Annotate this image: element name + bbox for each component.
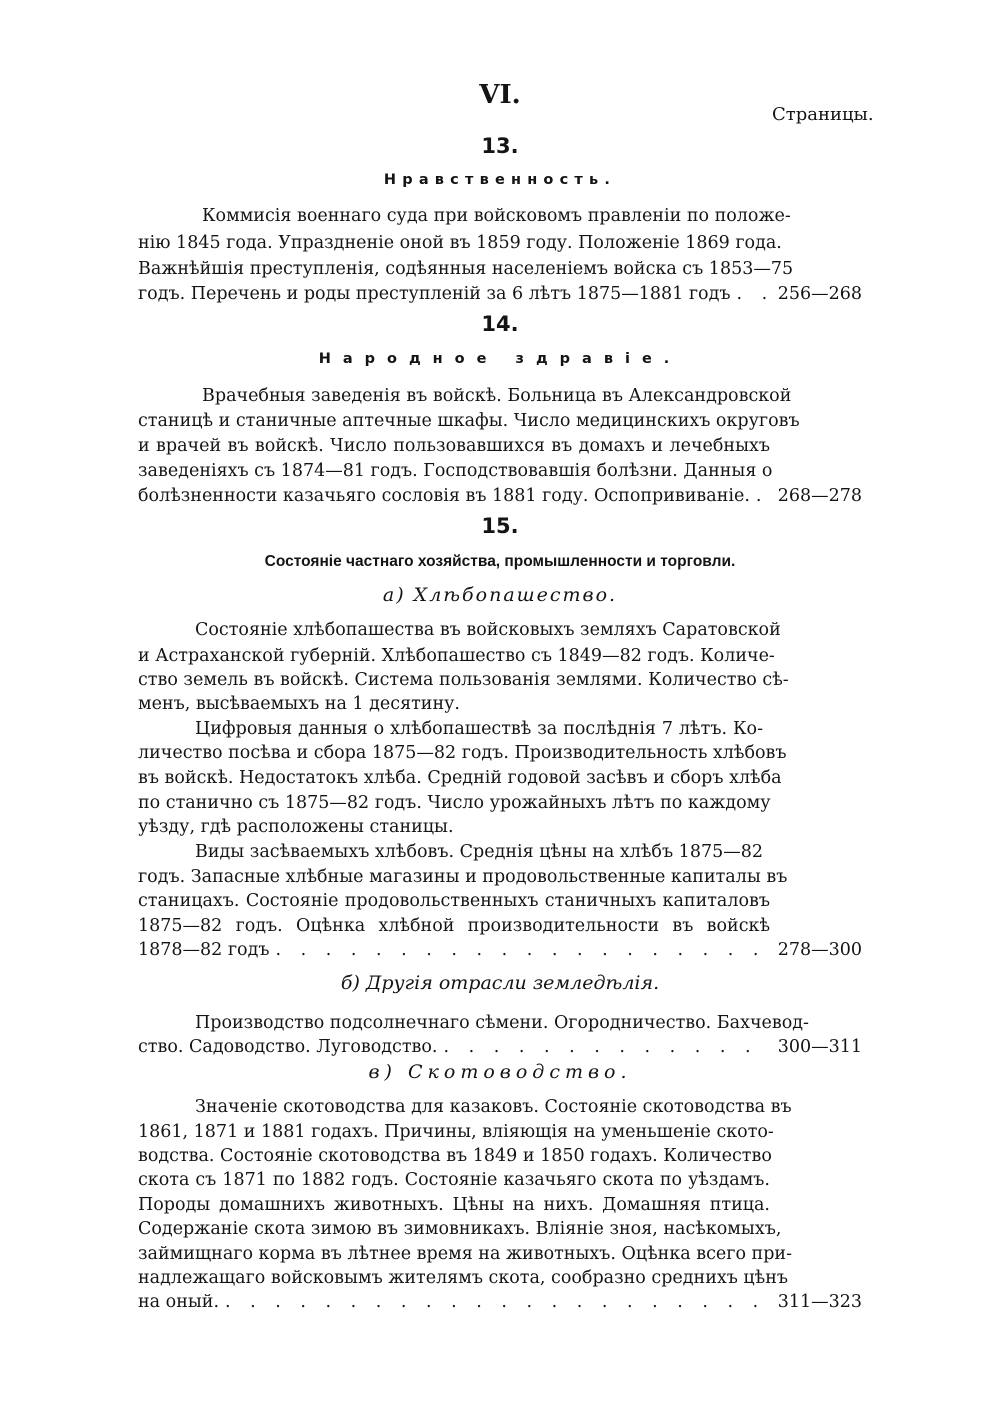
s15a-line-8: по станично съ 1875—82 годъ. Число урожайныхъ лѣтъ по каждому	[138, 793, 771, 813]
s15v-line-8: надлежащаго войсковымъ жителямъ скота, сообразно среднихъ цѣнъ	[138, 1268, 789, 1288]
column-header-pages: Страницы.	[772, 104, 874, 125]
s15v-line-4: скота съ 1871 по 1882 годъ. Состояніе казачьяго скота по уѣздамъ.	[138, 1170, 770, 1190]
s15a-line-9: уѣзду, гдѣ расположены станицы.	[138, 817, 454, 837]
s15a-line-10: Виды засѣваемыхъ хлѣбовъ. Среднія цѣны на хлѣбъ 1875—82	[195, 842, 763, 862]
dot-leader	[438, 1034, 767, 1060]
section-14-title: Народное здравіе.	[318, 351, 682, 367]
s15b-line-2: ство. Садоводство. Луговодство.	[138, 1037, 438, 1057]
s15b-entry-last-line	[138, 1034, 862, 1060]
s13-line-2: нію 1845 года. Упраздненіе оной въ 1859 году. Положеніе 1869 года.	[138, 233, 782, 253]
subsection-a-title: а) Хлѣбопашество.	[382, 584, 618, 606]
s15v-line-6: Содержаніе скота зимою въ зимовникахъ. Вліяніе зноя, насѣкомыхъ,	[138, 1219, 782, 1239]
section-15-title: Состояніе частнаго хозяйства, промышленности и торговли.	[264, 553, 736, 570]
s15a-line-1: Состояніе хлѣбопашества въ войсковыхъ земляхъ Саратовской	[195, 620, 781, 640]
s14-line-5: болѣзненности казачьяго сословія въ 1881 году. Оспопрививаніе.	[138, 486, 750, 506]
s15a-line-11: годъ. Запасные хлѣбные магазины и продовольственные капиталы въ	[138, 867, 788, 887]
s15a-line-4: менъ, высѣваемыхъ на 1 десятину.	[138, 694, 460, 714]
s14-line-1: Врачебныя заведенія въ войскѣ. Больница въ Александровской	[202, 386, 792, 406]
section-13-title: Нравственность.	[383, 172, 617, 188]
s15a-line-7: въ войскѣ. Недостатокъ хлѣба. Средній годовой засѣвъ и сборъ хлѣба	[138, 768, 782, 788]
s15v-line-7: займищнаго корма въ лѣтнее время на животныхъ. Оцѣнка всего при-	[138, 1244, 792, 1264]
s14-line-3: и врачей въ войскѣ. Число пользовавшихся въ домахъ и лечебныхъ	[138, 436, 770, 456]
s15v-page-range: 311—323	[777, 1292, 862, 1312]
s15a-line-2: и Астраханской губерній. Хлѣбопашество съ 1849—82 годъ. Количе-	[138, 646, 775, 666]
section-15-number: 15.	[481, 514, 519, 538]
dot-leader	[750, 483, 766, 509]
section-14-number: 14.	[481, 312, 519, 336]
s15v-line-1: Значеніе скотоводства для казаковъ. Состояніе скотоводства въ	[195, 1097, 792, 1117]
s15a-line-12: станицахъ. Состояніе продовольственныхъ станичныхъ капиталовъ	[138, 891, 770, 911]
page-number: VI.	[479, 80, 521, 110]
s15b-line-1: Производство подсолнечнаго сѣмени. Огородничество. Бахчевод-	[195, 1013, 809, 1033]
s15a-line-13: 1875—82 годъ. Оцѣнка хлѣбной производительности въ войскѣ	[138, 916, 770, 936]
s13-line-3: Важнѣйшія преступленія, содѣянныя населеніемъ войска съ 1853—75	[138, 259, 794, 279]
s13-line-1: Коммисія военнаго суда при войсковомъ правленіи по положе-	[202, 206, 791, 226]
s13-line-4: годъ. Перечень и роды преступленій за 6 лѣтъ 1875—1881 годъ	[138, 284, 731, 304]
s14-line-4: заведеніяхъ съ 1874—81 годъ. Господствовавшія болѣзни. Данныя о	[138, 461, 773, 481]
s15v-line-5: Породы домашнихъ животныхъ. Цѣны на нихъ. Домашняя птица.	[138, 1195, 770, 1215]
s15a-entry-last-line	[138, 937, 862, 963]
s15a-line-5: Цифровыя данныя о хлѣбопашествѣ за послѣднія 7 лѣтъ. Ко-	[195, 719, 763, 739]
s13-page-range: 256—268	[777, 284, 862, 304]
s15v-line-3: водства. Состояніе скотоводства въ 1849 и 1850 годахъ. Количество	[138, 1146, 772, 1166]
s14-page-range: 268—278	[777, 486, 862, 506]
s15v-line-9: на оный.	[138, 1292, 220, 1312]
s14-entry-last-line	[138, 483, 862, 509]
s15v-line-2: 1861, 1871 и 1881 годахъ. Причины, вліяющія на уменьшеніе ското-	[138, 1122, 774, 1142]
s13-entry-last-line	[138, 281, 862, 307]
subsection-v-title: в) Скотоводство.	[368, 1061, 632, 1083]
s15v-entry-last-line	[138, 1289, 862, 1315]
s15a-line-14: 1878—82 годъ	[138, 940, 270, 960]
dot-leader	[219, 1289, 766, 1315]
section-13-number: 13.	[481, 134, 519, 158]
s15a-page-range: 278—300	[777, 940, 862, 960]
s14-line-2: станицѣ и станичные аптечные шкафы. Число медицинскихъ округовъ	[138, 411, 800, 431]
subsection-b-title: б) Другія отрасли земледѣлія.	[340, 972, 660, 994]
s15a-line-3: ство земель въ войскѣ. Система пользованія землями. Количество сѣ-	[138, 670, 789, 690]
s15b-page-range: 300—311	[777, 1037, 862, 1057]
dot-leader	[269, 937, 766, 963]
dot-leader	[731, 281, 767, 307]
s15a-line-6: личество посѣва и сбора 1875—82 годъ. Производительность хлѣбовъ	[138, 743, 787, 763]
